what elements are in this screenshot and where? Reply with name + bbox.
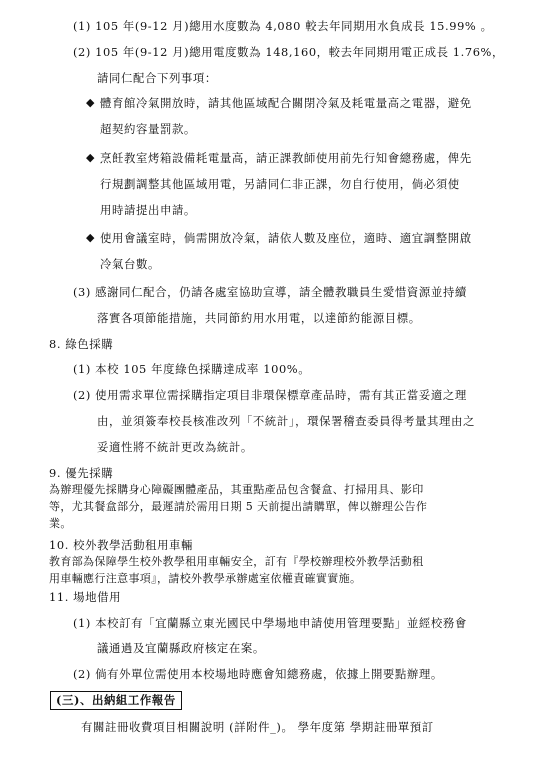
registration-fee-line: 有關註冊收費項目相關說明 (詳附件_)。 學年度第 學期註冊單預訂 — [81, 720, 434, 734]
section-8-item-2-line-3: 妥適性將不統計更改為統計。 — [97, 440, 253, 454]
section-11-heading: 11. 場地借用 — [49, 590, 122, 604]
electricity-usage-line: (2) 105 年(9-12 月)總用電度數為 148,160，較去年同期用電正成長 1.76%， — [73, 45, 504, 59]
diamond-bullet-icon: ◆ — [86, 151, 95, 164]
thanks-line-2: 落實各項節能措施，共同節約用水用電，以達節約能源目標。 — [97, 311, 421, 325]
section-11-item-1-line-2: 議通過及宜蘭縣政府核定在案。 — [97, 641, 265, 655]
thanks-line-1: (3) 感謝同仁配合，仍請各處室協助宣導，請全體教職員生愛惜資源並持續 — [73, 285, 467, 299]
diamond-bullet-icon: ◆ — [86, 231, 95, 244]
section-9-body-line-3: 業。 — [49, 517, 72, 530]
section-8-item-2-line-2: 由，並須簽奉校長核准改列「不統計」，環保署稽查委員得考量其理由之 — [97, 414, 476, 428]
section-10-heading: 10. 校外教學活動租用車輛 — [49, 538, 194, 552]
section-11-item-2: (2) 倘有外單位需使用本校場地時應會知總務處，依據上開要點辦理。 — [73, 667, 443, 681]
section-10-body-line-1: 教育部為保障學生校外教學租用車輛安全，訂有『學校辦理校外教學活動租 — [49, 555, 424, 568]
section-8-item-1: (1) 本校 105 年度綠色採購達成率 100%。 — [73, 362, 311, 376]
section-9-heading: 9. 優先採購 — [49, 466, 114, 480]
section-9-body-line-2: 等，尤其餐盒部分，最遲請於需用日期 5 天前提出請購單，俾以辦理公告作 — [49, 500, 428, 513]
request-line: 請同仁配合下列事項： — [97, 71, 217, 85]
section-10-body-line-2: 用車輛應行注意事項』，請校外教學承辦處室依權責確實實施。 — [49, 572, 362, 585]
bullet-2-line-3: 用時請提出申請。 — [100, 203, 196, 217]
bullet-2-line-2: 行規劃調整其他區域用電，另請同仁非正課，勿自行使用，倘必須使 — [100, 177, 460, 191]
section-8-heading: 8. 綠色採購 — [49, 337, 114, 351]
cashier-section-heading: (三)、出納組工作報告 — [50, 691, 182, 710]
bullet-1-line-1: 體育館冷氣開放時，請其他區域配合關閉冷氣及耗電量高之電器，避免 — [100, 96, 472, 110]
bullet-3-line-1: 使用會議室時，倘需開放冷氣，請依人數及座位，適時、適宜調整開啟 — [100, 231, 472, 245]
section-8-item-2-line-1: (2) 使用需求單位需採購指定項目非環保標章產品時，需有其正當妥適之理 — [73, 388, 467, 402]
bullet-1-line-2: 超契約容量罰款。 — [100, 122, 196, 136]
water-usage-line: (1) 105 年(9-12 月)總用水度數為 4,080 較去年同期用水負成長 15.99% 。 — [73, 19, 493, 33]
bullet-2-line-1: 烹飪教室烤箱設備耗電量高，請正課教師使用前先行知會總務處，俾先 — [100, 151, 472, 165]
bullet-3-line-2: 冷氣台數。 — [100, 257, 160, 271]
section-9-body-line-1: 為辦理優先採購身心障礙團體產品，其重點產品包含餐盒、打掃用具、影印 — [49, 483, 424, 496]
diamond-bullet-icon: ◆ — [86, 96, 95, 109]
section-11-item-1-line-1: (1) 本校訂有「宜蘭縣立東光國民中學場地申請使用管理要點」並經校務會 — [73, 616, 467, 630]
